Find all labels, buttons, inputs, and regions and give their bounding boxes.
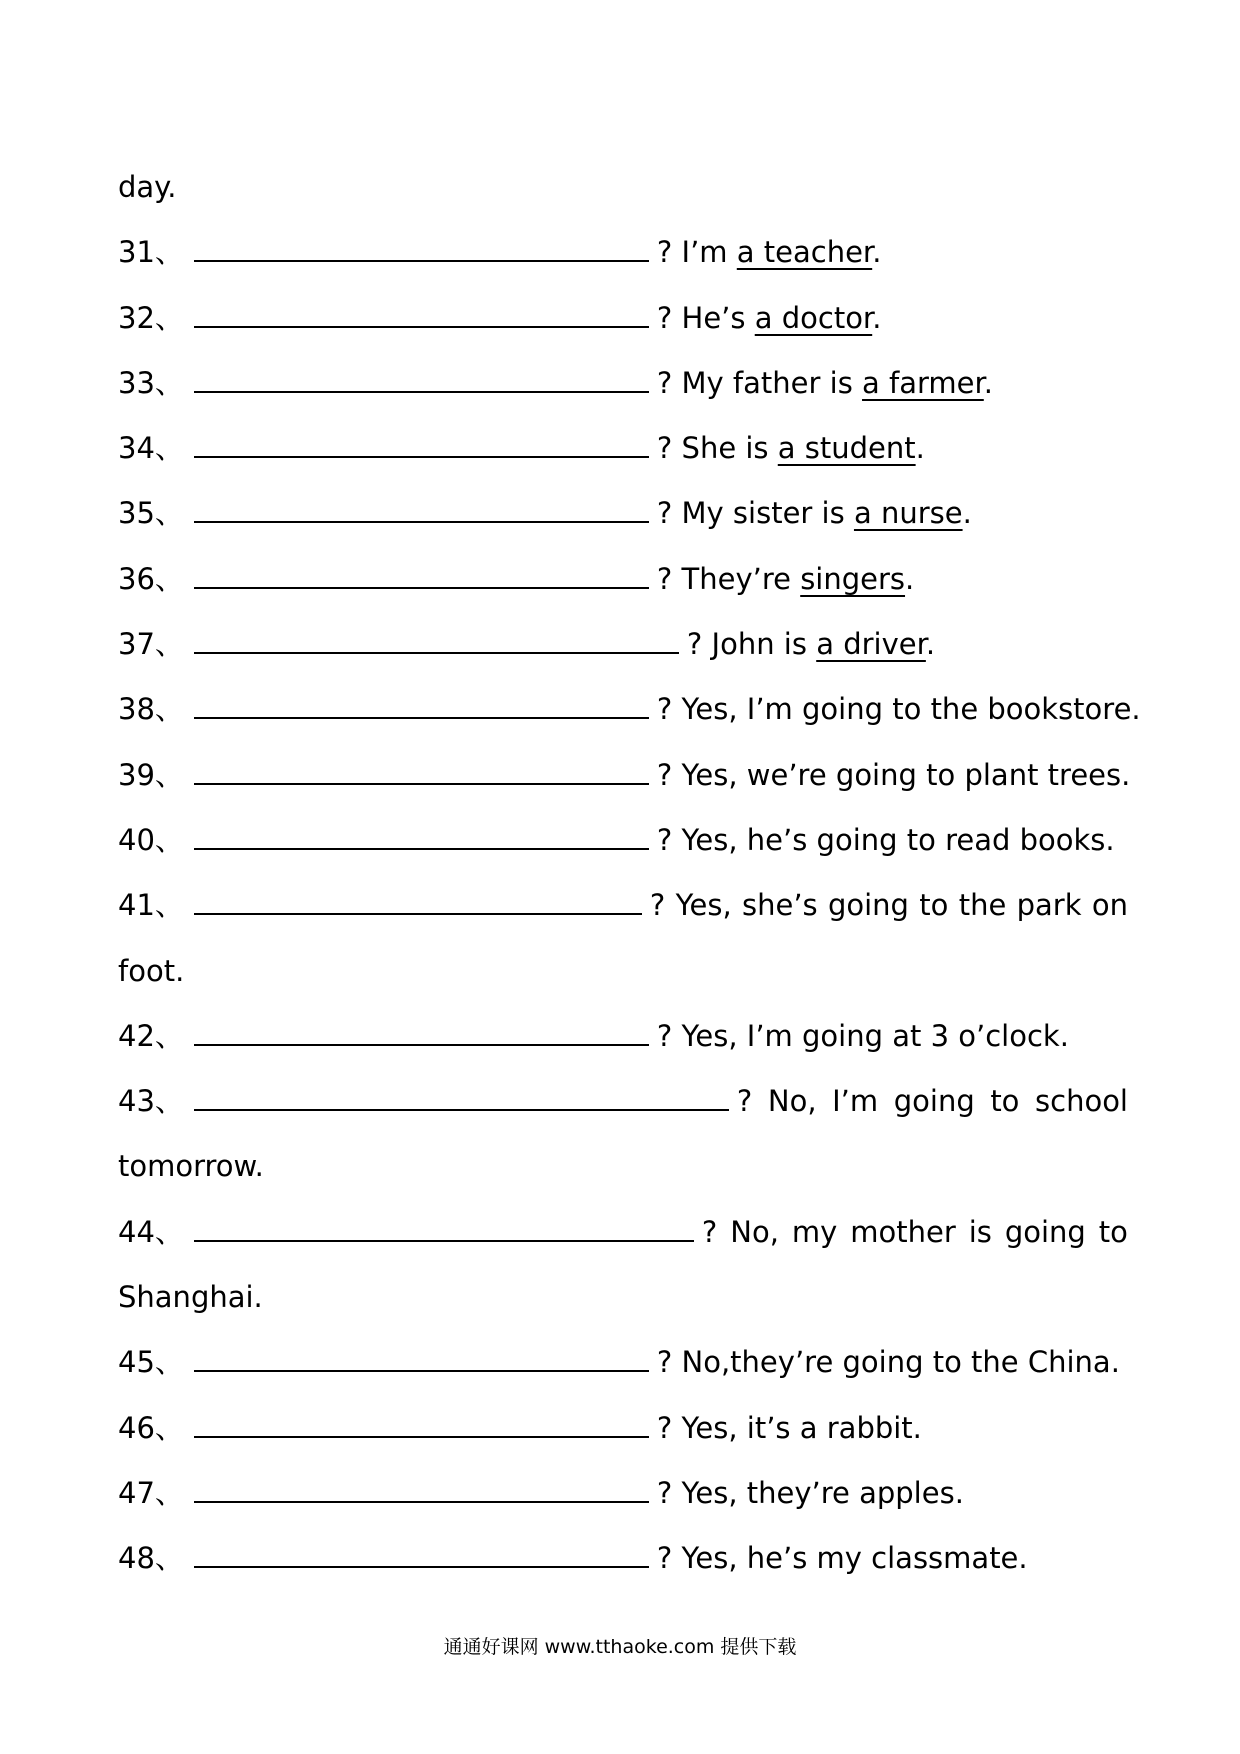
item-number: 47、 — [118, 1475, 184, 1510]
answer-text: John is — [711, 627, 817, 662]
item-43 — [118, 1069, 1128, 1134]
answer-blank[interactable] — [194, 1556, 649, 1568]
answer-text: She is — [681, 431, 778, 466]
list-item — [118, 743, 1131, 808]
answer-blank[interactable] — [194, 1034, 649, 1046]
answer-text: They’re — [681, 561, 801, 596]
worksheet — [118, 155, 1141, 1592]
answer-punctuation: . — [915, 431, 925, 466]
answer-text: My father is — [681, 365, 863, 400]
answer-text: My sister is — [681, 496, 854, 531]
item-number: 38、 — [118, 692, 184, 727]
answer-word: school — [1035, 1084, 1128, 1119]
answer-word: going — [1004, 1214, 1086, 1249]
question-mark: ? — [656, 1475, 673, 1510]
answer-punctuation: . — [872, 300, 882, 335]
answer-blank[interactable] — [194, 511, 649, 523]
items-group-b — [118, 1330, 1128, 1591]
question-mark: ? — [656, 692, 673, 727]
answer-punctuation: . — [872, 235, 882, 270]
item-number: 37、 — [118, 627, 184, 662]
answer-punctuation: . — [925, 627, 936, 662]
underlined-answer: a student — [777, 431, 916, 466]
list-item — [118, 1526, 1128, 1591]
underlined-answer: a nurse — [853, 496, 963, 531]
underlined-answer: a doctor — [754, 300, 873, 335]
answer-blank[interactable] — [194, 642, 679, 654]
answer-blank[interactable] — [194, 316, 649, 328]
item-number: 44、 — [118, 1214, 184, 1249]
item-number: 48、 — [118, 1541, 184, 1576]
answer-text: Yes, it’s a rabbit. — [681, 1410, 922, 1445]
item-number: 45、 — [118, 1345, 184, 1380]
answer-word: going — [827, 888, 909, 923]
question-mark: ? — [656, 1018, 673, 1053]
answer-word: No, — [730, 1214, 779, 1249]
question-mark: ? — [656, 300, 673, 335]
list-item — [118, 677, 1141, 742]
answer-word: park — [1016, 888, 1082, 923]
underlined-answer: a driver — [816, 627, 926, 662]
answer-blank[interactable] — [194, 577, 649, 589]
list-item — [118, 1330, 1128, 1395]
question-mark: ? — [736, 1084, 753, 1119]
answer-word: to — [919, 888, 949, 923]
underlined-answer: singers — [800, 561, 906, 596]
answer-text: Yes, they’re apples. — [681, 1475, 964, 1510]
list-item — [118, 1461, 1128, 1526]
answer-text: Yes, we’re going to plant trees. — [681, 757, 1131, 792]
item-43-continued: tomorrow. — [118, 1149, 264, 1184]
answer-blank[interactable] — [194, 1230, 694, 1242]
item-number: 41、 — [118, 888, 184, 923]
answer-blank[interactable] — [194, 1360, 649, 1372]
question-mark: ? — [656, 561, 673, 596]
item-number: 35、 — [118, 496, 184, 531]
item-number: 36、 — [118, 561, 184, 596]
answer-word: to — [990, 1084, 1020, 1119]
answer-word: going — [893, 1084, 975, 1119]
underlined-answer: a farmer — [862, 365, 984, 400]
list-item — [118, 612, 1128, 677]
answer-text: Yes, I’m going at 3 o’clock. — [681, 1018, 1069, 1053]
intro-tail: day. — [118, 170, 177, 204]
answer-text: No,they’re going to the China. — [681, 1345, 1120, 1380]
answer-blank[interactable] — [194, 250, 649, 262]
answer-word: the — [958, 888, 1007, 923]
answer-text: Yes, I’m going to the bookstore. — [681, 692, 1141, 727]
answer-blank[interactable] — [194, 381, 649, 393]
question-mark: ? — [656, 365, 673, 400]
answer-text: Yes, he’s my classmate. — [681, 1541, 1028, 1576]
item-number: 40、 — [118, 822, 184, 857]
question-mark: ? — [656, 822, 673, 857]
item-number: 34、 — [118, 431, 184, 466]
answer-word: on — [1091, 888, 1128, 923]
question-mark: ? — [649, 888, 666, 923]
answer-blank[interactable] — [194, 707, 649, 719]
item-number: 42、 — [118, 1018, 184, 1053]
item-44-continued: Shanghai. — [118, 1280, 263, 1315]
list-item — [118, 220, 1128, 285]
answer-word: mother — [850, 1214, 956, 1249]
question-mark: ? — [701, 1214, 718, 1249]
answer-punctuation: . — [905, 561, 915, 596]
answer-blank[interactable] — [194, 446, 649, 458]
items-group-a — [118, 220, 1141, 873]
list-item — [118, 351, 1128, 416]
question-mark: ? — [656, 757, 673, 792]
answer-word: No, — [767, 1084, 817, 1119]
question-mark: ? — [656, 496, 673, 531]
item-41 — [118, 873, 1128, 938]
item-number: 33、 — [118, 365, 184, 400]
item-44 — [118, 1200, 1128, 1265]
question-mark: ? — [656, 235, 673, 270]
answer-word: she’s — [741, 888, 818, 923]
item-number: 32、 — [118, 300, 184, 335]
answer-text: I’m — [681, 235, 737, 270]
answer-word: is — [968, 1214, 992, 1249]
answer-word: to — [1098, 1214, 1128, 1249]
question-mark: ? — [686, 627, 703, 662]
answer-word: Yes, — [675, 888, 732, 923]
list-item — [118, 286, 1128, 351]
item-number: 46、 — [118, 1410, 184, 1445]
underlined-answer: a teacher — [736, 235, 873, 270]
footer-credit: 通通好课网 www.tthaoke.com 提供下载 — [443, 1636, 797, 1658]
question-mark: ? — [656, 431, 673, 466]
answer-blank[interactable] — [194, 1099, 729, 1111]
answer-word: I’m — [832, 1084, 879, 1119]
answer-word: my — [791, 1214, 838, 1249]
answer-punctuation: . — [962, 496, 972, 531]
list-item — [118, 481, 1128, 546]
list-item — [118, 808, 1128, 873]
item-number: 39、 — [118, 757, 184, 792]
answer-blank[interactable] — [194, 1426, 649, 1438]
item-number: 43、 — [118, 1084, 184, 1119]
answer-text: Yes, he’s going to read books. — [681, 822, 1115, 857]
answer-blank[interactable] — [194, 838, 649, 850]
item-42 — [118, 1004, 1128, 1069]
list-item — [118, 547, 1128, 612]
question-mark: ? — [656, 1541, 673, 1576]
list-item — [118, 1396, 1128, 1461]
answer-text: He’s — [681, 300, 755, 335]
question-mark: ? — [656, 1345, 673, 1380]
answer-blank[interactable] — [194, 773, 649, 785]
item-41-continued: foot. — [118, 953, 185, 988]
answer-blank[interactable] — [194, 903, 642, 915]
answer-blank[interactable] — [194, 1491, 649, 1503]
list-item — [118, 416, 1128, 481]
answer-punctuation: . — [983, 365, 993, 400]
question-mark: ? — [656, 1410, 673, 1445]
item-number: 31、 — [118, 235, 184, 270]
